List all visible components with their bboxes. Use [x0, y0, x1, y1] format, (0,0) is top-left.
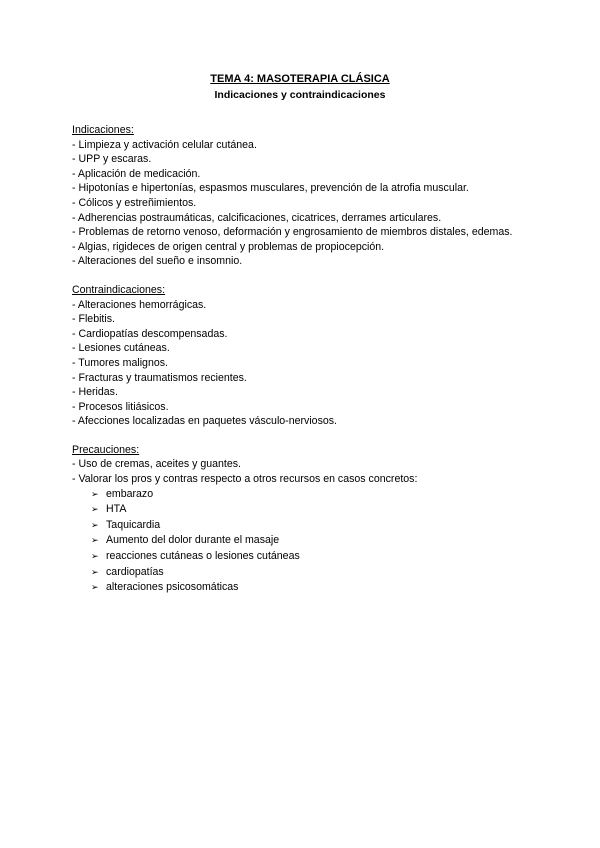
sublist-item-label: Taquicardia	[106, 518, 161, 531]
arrow-bullet-icon: ➢	[91, 552, 99, 563]
sublist-item	[91, 580, 528, 596]
list-item: - Adherencias postraumáticas, calcificaciones, cicatrices, derrames articulares.	[72, 211, 442, 224]
sublist-item-label: HTA	[106, 503, 127, 516]
list-item: - Alteraciones del sueño e insomnio.	[72, 255, 243, 268]
list-item: - Procesos litiásicos.	[72, 400, 169, 413]
arrow-bullet-icon: ➢	[91, 583, 99, 594]
precauciones-sublist	[72, 487, 528, 596]
list-item: - Alteraciones hemorrágicas.	[72, 298, 207, 311]
list-item: - Uso de cremas, aceites y guantes.	[72, 458, 241, 471]
list-item: - Afecciones localizadas en paquetes vásculo-nerviosos.	[72, 415, 337, 428]
arrow-bullet-icon: ➢	[91, 489, 99, 500]
sublist-item-label: Aumento del dolor durante el masaje	[106, 534, 280, 547]
sublist-item	[91, 487, 528, 503]
document-title: TEMA 4: MASOTERAPIA CLÁSICA	[210, 73, 390, 85]
section-indicaciones	[72, 123, 528, 269]
arrow-bullet-icon: ➢	[91, 536, 99, 547]
precauciones-list	[72, 457, 528, 486]
list-item: - Aplicación de medicación.	[72, 167, 201, 180]
sublist-item-label: alteraciones psicosomáticas	[106, 581, 239, 594]
sublist-item-label: embarazo	[106, 487, 154, 500]
list-item: - UPP y escaras.	[72, 153, 152, 166]
list-item: - Limpieza y activación celular cutánea.	[72, 138, 257, 151]
sublist-item	[91, 549, 528, 565]
sublist-item	[91, 565, 528, 581]
arrow-bullet-icon: ➢	[91, 567, 99, 578]
list-item: - Heridas.	[72, 386, 118, 399]
list-item: - Algias, rigideces de origen central y problemas de propiocepción.	[72, 240, 385, 253]
list-item: - Hipotonías e hipertonías, espasmos musculares, prevención de la atrofia muscular.	[72, 182, 469, 195]
section-heading: Contraindicaciones:	[72, 283, 166, 296]
arrow-bullet-icon: ➢	[91, 505, 99, 516]
indicaciones-list	[72, 138, 528, 269]
section-heading: Indicaciones:	[72, 124, 134, 136]
list-item: - Fracturas y traumatismos recientes.	[72, 371, 247, 384]
list-item: - Flebitis.	[72, 313, 115, 326]
list-item: - Problemas de retorno venoso, deformación y engrosamiento de miembros distales, edemas.	[72, 226, 513, 239]
contraindicaciones-list	[72, 298, 528, 429]
sublist-item-label: cardiopatías	[106, 565, 164, 578]
list-item: - Cardiopatías descompensadas.	[72, 327, 228, 340]
list-item: - Lesiones cutáneas.	[72, 342, 170, 355]
section-precauciones	[72, 443, 528, 596]
sublist-item	[91, 518, 528, 534]
sublist-item	[91, 533, 528, 549]
arrow-bullet-icon: ➢	[91, 520, 99, 531]
document-subtitle: Indicaciones y contraindicaciones	[214, 89, 386, 101]
list-item: - Cólicos y estreñimientos.	[72, 196, 197, 209]
section-contraindicaciones	[72, 283, 528, 429]
list-item: - Tumores malignos.	[72, 356, 168, 369]
list-item: - Valorar los pros y contras respecto a otros recursos en casos concretos:	[72, 473, 418, 486]
sublist-item-label: reacciones cutáneas o lesiones cutáneas	[106, 550, 300, 563]
section-heading: Precauciones:	[72, 443, 140, 456]
sublist-item	[91, 502, 528, 518]
